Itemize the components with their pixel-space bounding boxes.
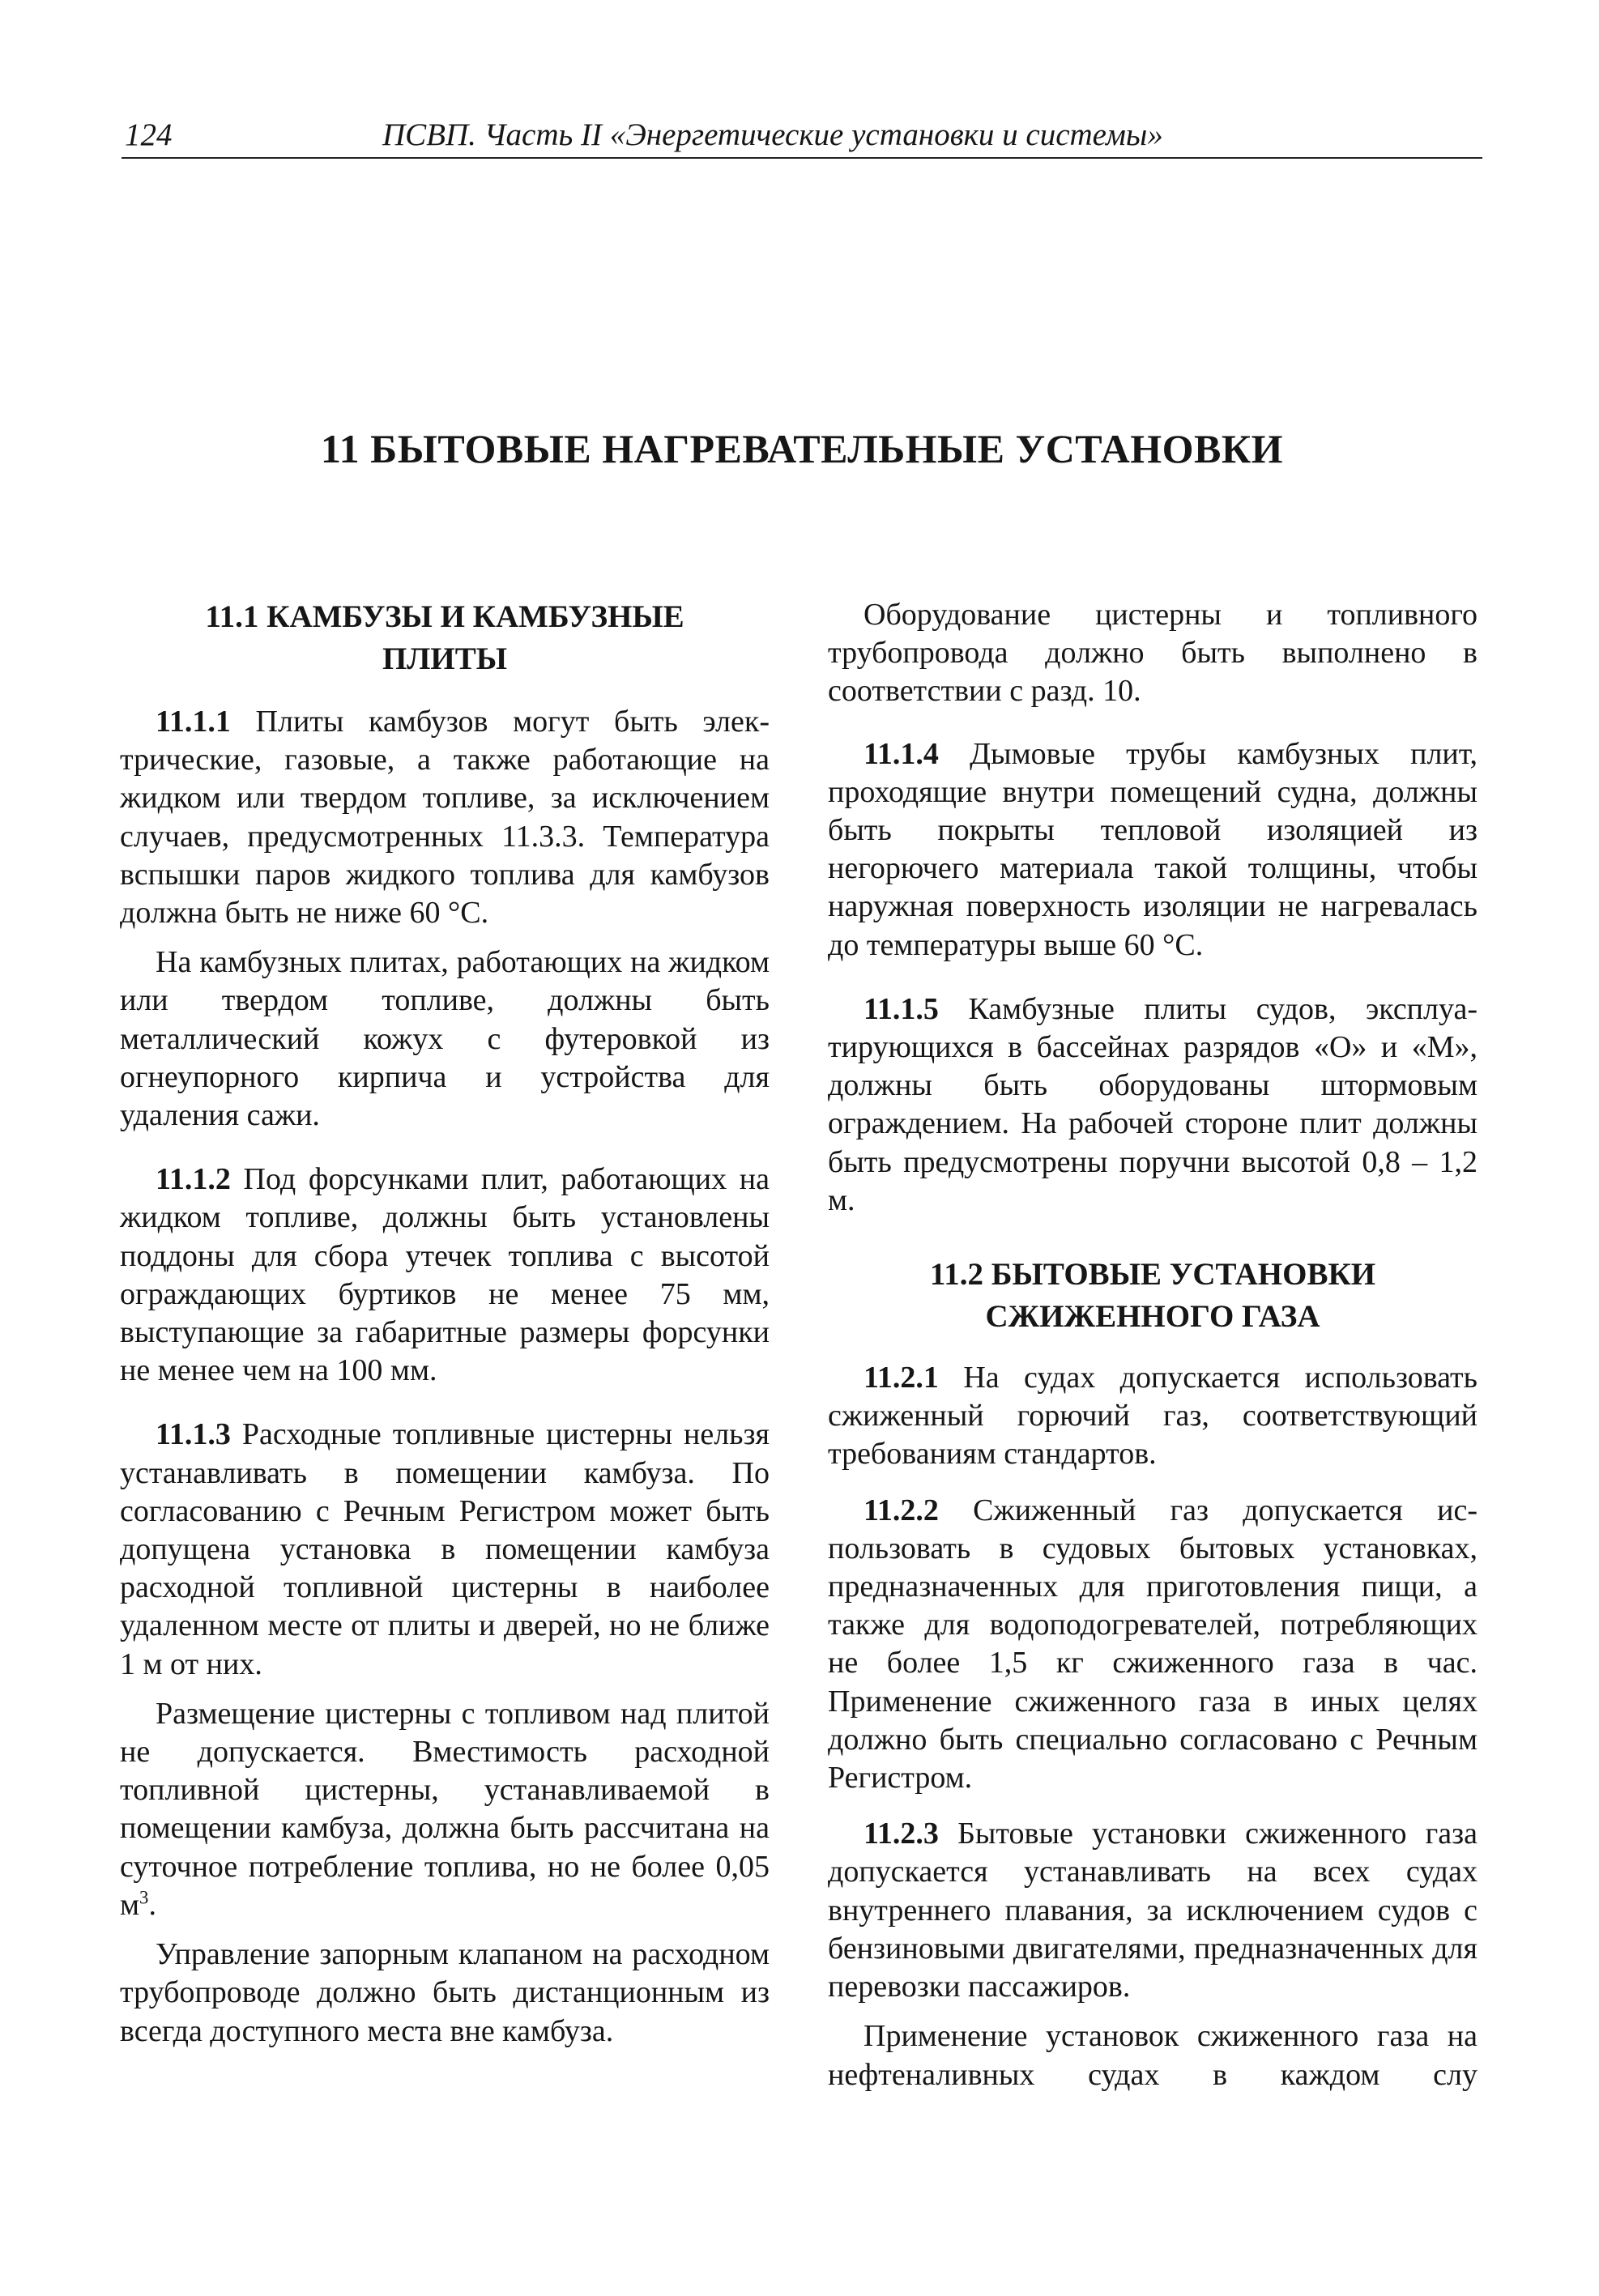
paragraph-text: Дымовые трубы камбузных плит, проходящие внутри помещений судна, должны быть покрыты тепловой изоляцией из негорючего материала такой толщины, чтобы наружная поверхность изоляции не нагревалась до температуры выше 60 °С. bbox=[828, 736, 1477, 962]
paragraph-text: Расходные топливные цистерны нельзя устанавливать в помещении камбуза. По согласованию с Речным Регистром может быть допущена установка в помещении камбуза расходной топливной цистерны в наиболее удаленном месте от плиты и дверей, но не ближе 1 м от них. bbox=[120, 1417, 770, 1681]
paragraph: Оборудование цистерны и топливного трубопровода должно быть выполнено в соответствии с разд. 10. bbox=[828, 598, 1477, 709]
chapter-title: 11 БЫТОВЫЕ НАГРЕВАТЕЛЬНЫЕ УСТАНОВКИ bbox=[320, 426, 1284, 471]
left-column bbox=[120, 596, 770, 2051]
clause-number: 11.2.1 bbox=[863, 1361, 939, 1395]
section-heading-line: 11.1 КАМБУЗЫ И КАМБУЗНЫЕ bbox=[205, 599, 684, 634]
paragraph-11-1-2 bbox=[120, 1161, 770, 1390]
clause-number: 11.1.1 bbox=[156, 705, 231, 739]
paragraph bbox=[120, 1695, 770, 1924]
section-heading-11-1 bbox=[120, 596, 770, 680]
paragraph-text: Размещение цистерны с топливом над плитой не допускается. Вместимость расходной топливной цистерны, устанавливаемой в помещении камбуза, должна быть рассчитана на суточное потребление топлива, но не более 0,05 м bbox=[120, 1696, 770, 1922]
paragraph-text: Плиты камбузов могут быть электрические, газовые, а также работающие на жидком или твердом топливе, за исключением случаев, предусмотренных 11.3.3. Температура вспышки паров жидкого топлива для камбузов должна быть не ниже 60 °С. bbox=[120, 705, 770, 931]
clause-number: 11.1.3 bbox=[156, 1417, 231, 1452]
clause-number: 11.2.2 bbox=[863, 1493, 939, 1527]
section-heading-line: ПЛИТЫ bbox=[382, 641, 508, 676]
superscript: 3 bbox=[139, 1887, 149, 1908]
header-rule bbox=[122, 157, 1482, 159]
running-title: ПСВП. Часть II «Энергетические установки и системы» bbox=[382, 117, 1163, 152]
paragraph-11-1-1 bbox=[120, 703, 770, 932]
paragraph-11-1-4 bbox=[828, 735, 1477, 965]
clause-number: 11.1.2 bbox=[156, 1162, 231, 1197]
paragraph-text-tail: . bbox=[148, 1887, 156, 1922]
right-column bbox=[828, 596, 1477, 2094]
paragraph-11-2-1 bbox=[828, 1359, 1477, 1474]
clause-number: 11.1.4 bbox=[863, 736, 939, 771]
paragraph-11-1-3 bbox=[120, 1416, 770, 1683]
clause-number: 11.1.5 bbox=[863, 991, 939, 1026]
section-heading-line: СЖИЖЕННОГО ГАЗА bbox=[985, 1299, 1320, 1335]
section-heading-line: 11.2 БЫТОВЫЕ УСТАНОВКИ bbox=[929, 1257, 1376, 1293]
paragraph-text: На судах допускается использовать сжиженный горючий газ, соответствующий требованиям стандартов. bbox=[828, 1361, 1477, 1472]
paragraph-text: Под форсунками плит, работающих на жидком топливе, должны быть установлены поддоны для сбора утечек топлива с высотой ограждающих буртиков не менее 75 мм, выступающие за габаритные размеры форсунки не менее чем на 100 мм. bbox=[120, 1162, 770, 1388]
clause-number: 11.2.3 bbox=[863, 1817, 939, 1851]
paragraph-text: Камбузные плиты судов, эксплуатирующихся в бассейнах разрядов «О» и «М», должны быть оборудованы штормовым ограждением. На рабочей стороне плит должны быть предусмотрены поручни высотой 0,8 – 1,2 м. bbox=[828, 991, 1477, 1217]
paragraph-text: Сжиженный газ допускается использовать в судовых бытовых установках, предназначенных для приготовления пищи, а также для водоподогревателей, потребляющих не более 1,5 кг сжиженного газа в час. Применение сжиженного газа в иных целях должно быть специально согласовано с Речным Регистром. bbox=[828, 1493, 1477, 1795]
paragraph: Управление запорным клапаном на расходном трубопроводе должно быть дистанционным из всегда доступного места вне камбуза. bbox=[120, 1937, 770, 2048]
section-heading-11-2 bbox=[828, 1254, 1477, 1338]
paragraph: На камбузных плитах, работающих на жидком или твердом топливе, должны быть металлический кожух с футеровкой из огнеупорного кирпича и устройства для удаления сажи. bbox=[120, 945, 770, 1133]
paragraph-text: Бытовые установки сжиженного газа допускается устанавливать на всех судах внутреннего плавания, за исключением судов с бензиновыми двигателями, предназначенных для перевозки пассажиров. bbox=[828, 1817, 1477, 2004]
paragraph-continued: Применение установок сжиженного газа на нефтеналивных судах в каждом слу bbox=[828, 2019, 1477, 2092]
page-number: 124 bbox=[125, 117, 173, 152]
running-header bbox=[122, 115, 1482, 155]
paragraph-11-1-5 bbox=[828, 990, 1477, 1220]
paragraph-11-2-2 bbox=[828, 1492, 1477, 1798]
paragraph-11-2-3 bbox=[828, 1815, 1477, 2006]
